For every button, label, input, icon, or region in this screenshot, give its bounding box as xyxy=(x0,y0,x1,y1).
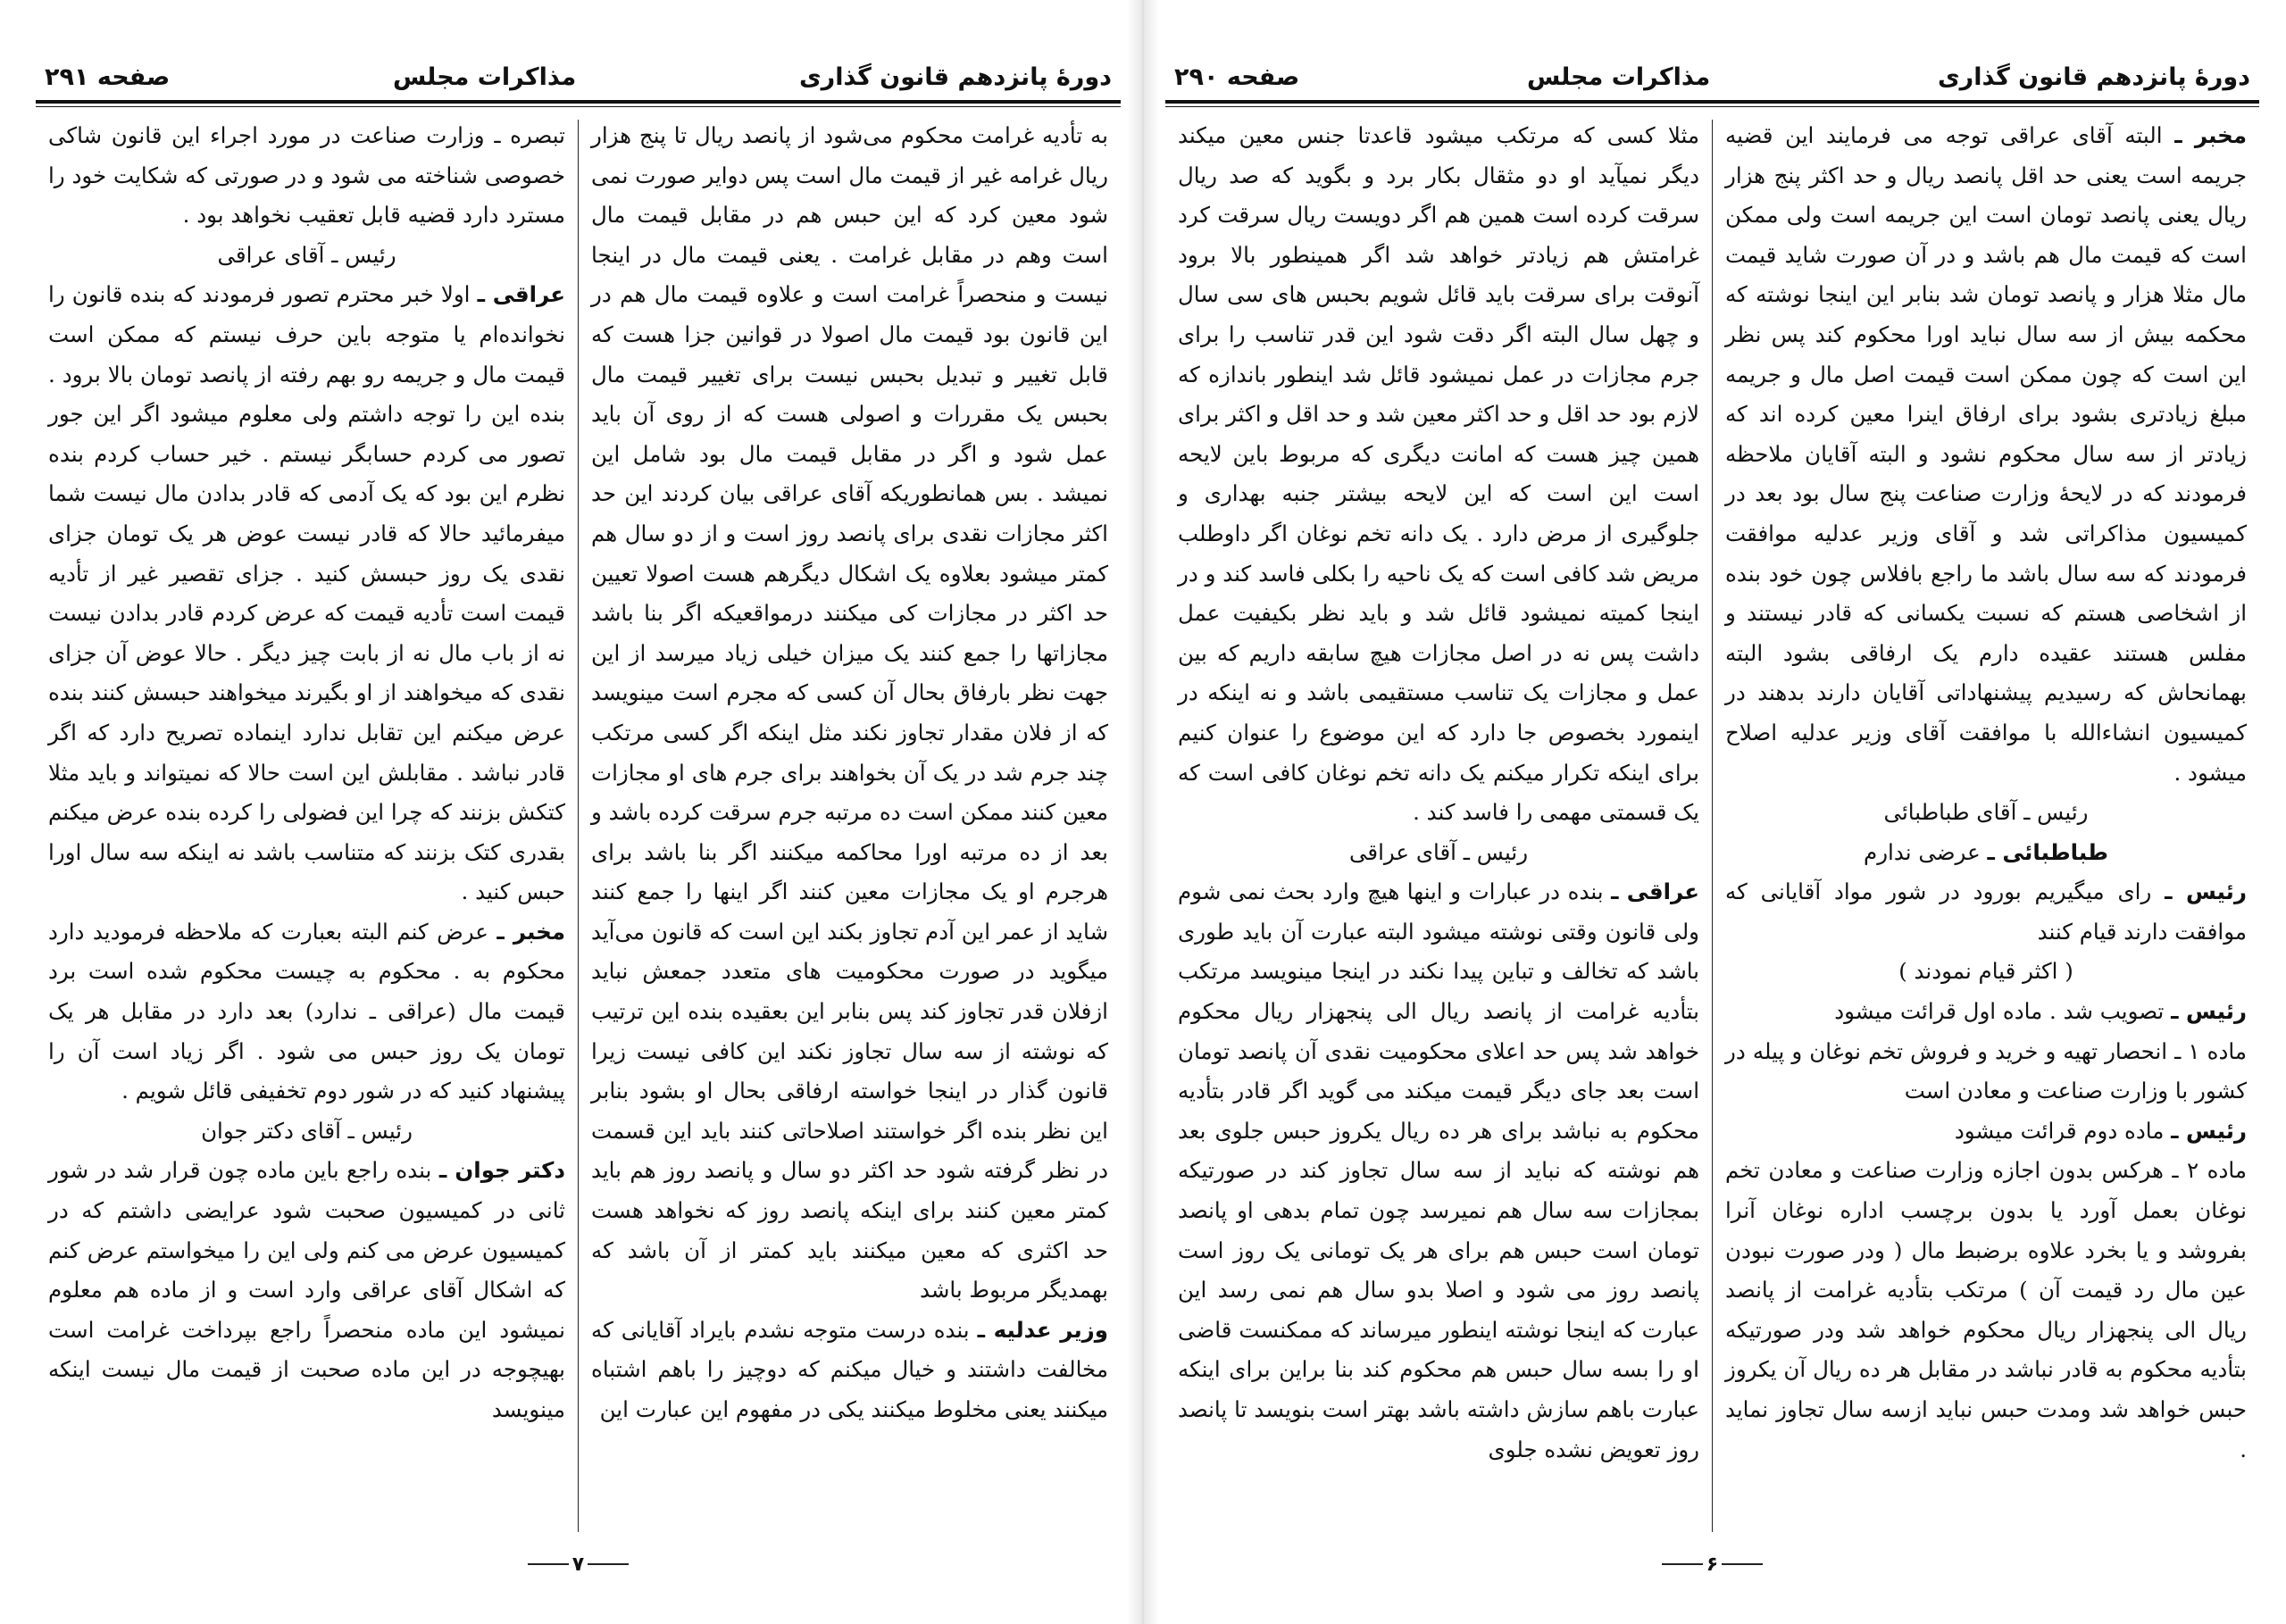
right-page-column-right xyxy=(1165,116,1712,1536)
right-page-footer xyxy=(1165,1546,2259,1582)
paragraph xyxy=(48,236,565,276)
paragraph xyxy=(48,1151,565,1429)
paragraph xyxy=(1725,833,2247,873)
paragraph-text: تبصره ـ وزارت صناعت در مورد اجراء این قانون شاکی خصوصی شناخته می شود و در صورتی که شکایت خود را مسترد دارد قضیه قابل تعقیب نخواهد بود . xyxy=(48,122,565,229)
left-page-column-right xyxy=(36,116,578,1536)
left-header-rule xyxy=(36,100,1121,107)
left-page-column-left xyxy=(579,116,1121,1536)
paragraph-text: ماده ۱ ـ انحصار تهیه و خرید و فروش تخم نوغان و پیله در کشور با وزارت صناعت و معادن است xyxy=(1725,1037,2247,1104)
paragraph xyxy=(1725,1032,2247,1112)
right-page-session: دورهٔ پانزدهم قانون گذاری xyxy=(1937,63,2250,91)
paragraph-text: رئیس ـ آقای عراقی xyxy=(217,241,396,268)
paragraph xyxy=(1178,872,1699,1470)
speaker-name: رئیس ـ xyxy=(2171,998,2247,1025)
speaker-name: مخبر ـ xyxy=(2174,122,2247,148)
paragraph-text: تصویب شد . ماده اول قرائت میشود xyxy=(1834,998,2165,1025)
paragraph-text: ماده ۲ ـ هرکس بدون اجازه وزارت صناعت و معادن تخم نوغان بعمل آورد یا بدون برچسب اداره نوغان آنرا بفروشد و یا بخرد علاوه برضبط مال ( ودر صورت نبودن عین مال رد قیمت آن ) مرتکب بتأدیه غرامت از پانصد ریال الی پنجهزار ریال محکوم خواهد شد ودر صورتیکه بتأدیه محکوم به قادر نباشد در مقابل هر ده ریال آن یکروز حبس خواهد شد ومدت حبس نباید ازسه سال تجاوز نماید . xyxy=(1725,1157,2247,1462)
speaker-name: رئیس ـ xyxy=(2165,879,2247,905)
paragraph xyxy=(48,275,565,912)
right-header-rule xyxy=(1165,100,2259,107)
paragraph-text: مثلا کسی که مرتکب میشود قاعدتا جنس معین میکند دیگر نمیآید او دو مثقال بکار برد و بگوید که صد ریال سرقت کرده است همین هم اگر دویست ریال سرقت کرد غرامتش هم زیادتر خواهد شد اگر همینطور بالا برود آنوقت برای سرقت باید قائل شویم بحبس های سی سال و چهل سال البته اگر دقت شود این قدر تناسب را برای جرم مجازات در عمل نمیشود قائل شد اینطور باندازه که لازم بود حد اقل و حد اکثر معین شد و حد اقل و اکثر برای همین چیز هست که امانت دیگری که مربوط باین لایحه است این است که این لایحه بیشتر جنبه بهداری و جلوگیری از مرض دارد . یک دانه تخم نوغان اگر داوطلب مریض شد کافی است که یک ناحیه را بکلی فاسد کند و در اینجا کمیته نمیشود قائل شد و باید نظر بکیفیت عمل داشت پس نه در اصل مجازات هیچ سابقه داریم که بین عمل و مجازات یک تناسب مستقیمی باشد و نه اینکه در اینمورد بخصوص جا دارد که این موضوع را عنوان کنیم برای اینکه تکرار میکنم یک دانه تخم نوغان کافی است که یک قسمتی مهمی را فاسد کند . xyxy=(1178,122,1699,826)
speaker-name: عراقی ـ xyxy=(477,281,565,308)
speaker-name: وزیر عدلیه ـ xyxy=(977,1316,1109,1343)
paragraph xyxy=(48,116,565,236)
speaker-name: دکتر جوان ـ xyxy=(438,1157,565,1184)
right-page xyxy=(1165,27,2259,1598)
paragraph-text: بنده در عبارات و اینها هیچ وارد بحث نمی شوم ولی قانون وقتی نوشته میشود البته عبارت آن باید طوری باشد که تخالف و تباین پیدا نکند در اینجا مینویسد مرتکب بتأدیه غرامت از پانصد ریال الی پنجهزار ریال محکوم خواهد شد پس حد اعلای محکومیت نقدی آن پانصد تومان است بعد جای دیگر قیمت میکند می گوید اگر قادر بتأدیه محکوم به نباشد برای هر ده ریال یکروز حبس جلوی بعد هم نوشته که نباید از سه سال تجاوز کند در صورتیکه بمجازات سه سال هم نمیرسد چون تمام بدهی او پانصد تومان است حبس هم برای هر یک تومانی یک روز است پانصد روز می شود و اصلا بدو سال هم نمی رسد این عبارت که اینجا نوشته اینطور میرساند که ممکنست قاضی او را بسه سال حبس هم محکوم کند بنا براین برای اینکه عبارت باهم سازش داشته باشد بهتر است بنویسد تا پانصد روز تعویض نشده جلوی xyxy=(1178,879,1699,1462)
paragraph-text: ماده دوم قرائت میشود xyxy=(1954,1117,2165,1144)
right-page-columns xyxy=(1165,116,2259,1536)
paragraph-text: رئیس ـ آقای عراقی xyxy=(1348,838,1529,865)
paragraph-text: ( اکثر قیام نمودند ) xyxy=(1898,958,2073,985)
footer-dash xyxy=(588,1563,629,1565)
paragraph xyxy=(1178,833,1699,873)
paragraph-text: البته آقای عراقی توجه می فرمایند این قضیه جریمه است یعنی حد اقل پانصد ریال و حد اکثر پنج هزار ریال یعنی پانصد تومان است این جریمه است ولی ممکن است که قیمت مال هم باشد و در آن صورت شاید قیمت مال مثلا هزار و پانصد تومان شد بنابر این اینجا نوشته که محکمه بیش از سه سال نباید اورا محکوم کند پس نظر این است که چون ممکن است قیمت اصل مال و جریمه مبلغ زیادتری بشود برای ارفاق اینرا معین کرده اند که زیادتر از سه سال محکوم نشود و البته آقایان ملاحظه فرمودند که در لایحهٔ وزارت صناعت پنج سال بود بعد در کمیسیون مذاکراتی شد و آقای وزیر عدلیه موافقت فرمودند که سه سال باشد ما راجع بافلاس چون خود بنده از اشخاصی هستم که نسبت یکسانی که قادر نیستند و مفلس هستند عقیده دارم یک ارفاقی بشود البته بهمانحاش که رسیدیم پیشنهاداتی آقایان دارند بدهند در کمیسیون انشاءالله با موافقت آقای وزیر عدلیه اصلاح میشود . xyxy=(1725,122,2247,786)
paragraph xyxy=(1725,1151,2247,1470)
right-page-number: صفحه ۲۹۰ xyxy=(1174,63,1300,91)
footer-dash xyxy=(1722,1563,1763,1565)
paragraph xyxy=(48,1112,565,1152)
right-column-divider xyxy=(1712,120,1713,1532)
paragraph-text: بنده درست متوجه نشدم بایراد آقایانی که مخالفت داشتند و خیال میکنم که دوچیز را باهم اشتباه میکنند یعنی مخلوط میکنند یکی در مفهوم این عبارت این xyxy=(591,1316,1108,1422)
speaker-name: طباطبائی ـ xyxy=(1987,838,2108,865)
paragraph-text: به تأدیه غرامت محکوم می‌شود از پانصد ریال تا پنج هزار ریال غرامه غیر از قیمت مال است پس دوایر صورت نمی شود معین کرد که این حبس هم در مقابل قیمت مال است وهم در مقابل غرامت . یعنی قیمت مال در اینجا نیست و منحصراً غرامت است و علاوه قیمت مال هم در این قانون بود قیمت مال اصولا در قوانین جزا هست که قابل تغییر و تبدیل بحبس نیست برای تغییر قیمت مال بحبس یک مقررات و اصولی هست که از روی آن باید عمل شود و اگر در مقابل قیمت مال بود شامل این نمیشد . بس همانطوریکه آقای عراقی بیان کردند این حد اکثر مجازات نقدی برای پانصد روز است و از دو سال هم کمتر میشود بعلاوه یک اشکال دیگرهم هست اصولا تعیین حد اکثر در مجازات کی میکنند درمواقعیکه اگر بنا باشد مجازاتها را جمع کنند یک میزان خیلی زیاد میرسد از این جهت نظر بارفاق بحال آن کسی که مجرم است مینویسد که از فلان مقدار تجاوز نکند مثل اینکه اگر کسی مرتکب چند جرم شد در یک آن بخواهند برای جرم های او مجازات معین کنند ممکن است ده مرتبه جرم سرقت کرده باشد و بعد از ده مرتبه اورا محاکمه میکنند اگر بنا باشد برای هرجرم او یک مجازات معین کنند اگر اینها را جمع کنند شاید از عمر این آدم تجاوز بکند این است که قانون می‌آید میگوید در صورت محکومیت های متعدد جمعش نباید ازفلان قدر تجاوز کند پس بنابر این بعقیده بنده این ترتیب که نوشته از سه سال تجاوز نکند این کافی نیست زیرا قانون گذار در اینجا خواسته ارفاقی بحال او بشود بنابر این نظر بنده اگر خواستند اصلاحاتی کنند باید این قسمت در نظر گرفته شود حد اکثر دو سال و پانصد روز هم باید کمتر معین کنند برای اینکه پانصد روز که نخواهد هست حد اکثری که معین میکنند باید کمتر از آن باشد که بهمدیگر مربوط باشد xyxy=(591,122,1108,1303)
paragraph xyxy=(1725,116,2247,793)
book-gutter xyxy=(1127,0,1159,1624)
paragraph-text: اولا خبر محترم تصور فرمودند که بنده قانون را نخوانده‌ام یا متوجه باین حرف نیستم که ممکن است قیمت مال و جریمه رو بهم رفته از پانصد تومان بالا برود . بنده این را توجه داشتم ولی معلوم میشود اگر این جور تصور می کردم حسابگر نیستم . خیر حساب کردم بنده نظرم این بود که یک آدمی که قادر بدادن مال نیست شما میفرمائید حالا که قادر نیست عوض هر یک تومان جزای نقدی یک روز حبسش کنید . جزای تقصیر غیر از تأدیه قیمت است تأدیه قیمت که عرض کردم قادر بدادن نیست نه از باب مال نه از بابت چیز دیگر . حالا عوض آن جزای نقدی که میخواهند از او بگیرند میخواهند حبسش کنند بنده عرض میکنم این تقابل ندارد اینماده تصریح دارد که اگر قادر نباشد . مقابلش این است حالا که نمیتواند و باید مثلا کتکش بزنند که چرا این فضولی را کرده بنده عرض میکنم بقدری کتک بزنند که متناسب باشد نه اینکه سه سال اورا حبس کنید . xyxy=(48,281,565,905)
paragraph xyxy=(1178,116,1699,833)
paragraph xyxy=(1725,952,2247,992)
footer-dash xyxy=(1662,1563,1703,1565)
paragraph-text: عرض کنم البته بعبارت که ملاحظه فرمودید دارد محکوم به . محکوم به چیست محکوم شده است برد قیمت مال (عراقی ـ ندارد) بعد دارد در مقابل هر یک تومان یک روز حبس می شود . اگر زیاد است آن را پیشنهاد کنید که در شور دوم تخفیفی قائل شویم . xyxy=(48,918,565,1104)
paragraph xyxy=(1725,1112,2247,1152)
left-page xyxy=(36,27,1121,1598)
paragraph xyxy=(48,912,565,1112)
speaker-name: مخبر ـ xyxy=(496,918,565,945)
paragraph-text: بنده راجع باین ماده چون قرار شد در شور ثانی در کمیسیون صحبت شود عرایضی داشتم که در کمیسیون عرض می کنم ولی این را میخواستم عرض کنم که اشکال آقای عراقی وارد است و از ماده هم معلوم نمیشود این ماده منحصراً راجع بپرداخت غرامت است بهیچوجه در این ماده صحبت از قیمت مال نیست اینکه مینویسد xyxy=(48,1157,565,1422)
paragraph xyxy=(591,1311,1108,1430)
paragraph-text: رئیس ـ آقای طباطبائی xyxy=(1883,799,2089,826)
left-page-title: مذاکرات مجلس xyxy=(392,63,577,91)
paragraph xyxy=(1725,793,2247,833)
right-page-column-left xyxy=(1713,116,2259,1536)
left-page-header xyxy=(36,43,1121,96)
footer-dash xyxy=(528,1563,569,1565)
paragraph-text: رای میگیریم بورود در شور مواد آقایانی که موافقت دارند قیام کنند xyxy=(1725,879,2247,945)
paragraph-text: عرضی ندارم xyxy=(1864,838,1981,865)
paragraph xyxy=(1725,992,2247,1032)
left-column-divider xyxy=(578,120,579,1532)
left-page-session: دورهٔ پانزدهم قانون گذاری xyxy=(798,63,1112,91)
right-page-header xyxy=(1165,43,2259,96)
left-page-number: صفحه ۲۹۱ xyxy=(45,63,171,91)
right-page-title: مذاکرات مجلس xyxy=(1526,63,1711,91)
paragraph-text: رئیس ـ آقای دکتر جوان xyxy=(201,1117,413,1144)
right-page-footer-number: ۶ xyxy=(1706,1553,1719,1576)
left-page-columns xyxy=(36,116,1121,1536)
speaker-name: رئیس ـ xyxy=(2171,1117,2247,1144)
speaker-name: عراقی ـ xyxy=(1611,879,1699,905)
paragraph xyxy=(1725,872,2247,952)
left-page-footer-number: ۷ xyxy=(572,1553,585,1576)
paragraph xyxy=(591,116,1108,1311)
left-page-footer xyxy=(36,1546,1121,1582)
